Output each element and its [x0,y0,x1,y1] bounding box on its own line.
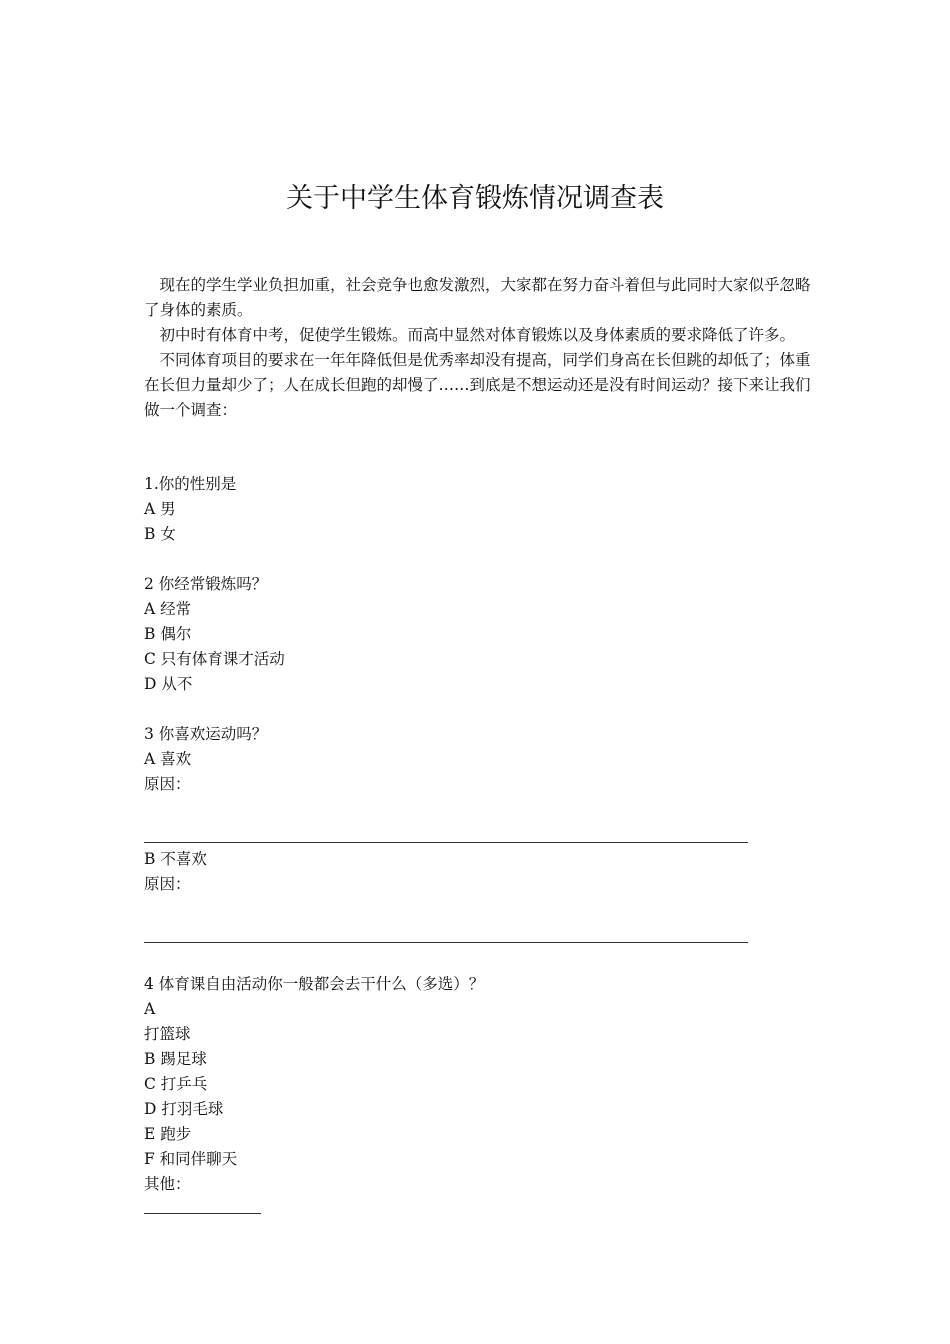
question-1: 1.你的性别是 [144,475,237,493]
spacer [144,947,812,972]
intro-section [144,273,812,423]
intro-paragraph: 初中时有体育中考，促使学生锻炼。而高中显然对体育锻炼以及身体素质的要求降低了许多。 [159,326,796,344]
q4-option-d: D 打羽毛球 [144,1100,224,1118]
question-3: 3 你喜欢运动吗？ [144,725,268,743]
survey-section [144,472,812,1222]
page-title: 关于中学生体育锻炼情况调查表 [286,183,664,214]
q3-reason-a-label: 原因： [144,775,191,793]
q3-option-b: B 不喜欢 [144,850,207,868]
spacer [144,797,812,822]
q3-reason-b-label: 原因： [144,875,191,893]
q3-reason-b-answer-line[interactable] [144,922,812,947]
q3-option-a: A 喜欢 [144,750,192,768]
q4-other-label: 其他： [144,1175,191,1193]
spacer [144,547,812,572]
q2-option-c: C 只有体育课才活动 [144,650,285,668]
q4-option-b: B 踢足球 [144,1050,207,1068]
intro-paragraph: 现在的学生学业负担加重，社会竞争也愈发激烈，大家都在努力奋斗着但与此同时大家似乎忽略了身体的素质。 [144,276,811,319]
q2-option-d: D 从不 [144,675,193,693]
q4-other-answer-line[interactable] [144,1197,812,1222]
q4-option-e: E 跑步 [144,1125,192,1143]
q4-option-c: C 打乒乓 [144,1075,208,1093]
q3-reason-a-answer-line[interactable] [144,822,812,847]
q1-option-a: A 男 [144,500,176,518]
q4-option-a-text: 打篮球 [144,1025,191,1043]
spacer [144,897,812,922]
q4-option-a: A [144,1000,156,1018]
q4-option-f: F 和同伴聊天 [144,1150,238,1168]
question-4: 4 体育课自由活动你一般都会去干什么（多选）？ [144,975,485,993]
question-2: 2 你经常锻炼吗？ [144,575,268,593]
intro-paragraph: 不同体育项目的要求在一年年降低但是优秀率却没有提高，同学们身高在长但跳的却低了；体重在长但力量却少了；人在成长但跑的却慢了……到底是不想运动还是没有时间运动？接下来让我们做一个调查： [144,351,811,419]
q1-option-b: B 女 [144,525,176,543]
q2-option-b: B 偶尔 [144,625,192,643]
q2-option-a: A 经常 [144,600,192,618]
spacer [144,697,812,722]
